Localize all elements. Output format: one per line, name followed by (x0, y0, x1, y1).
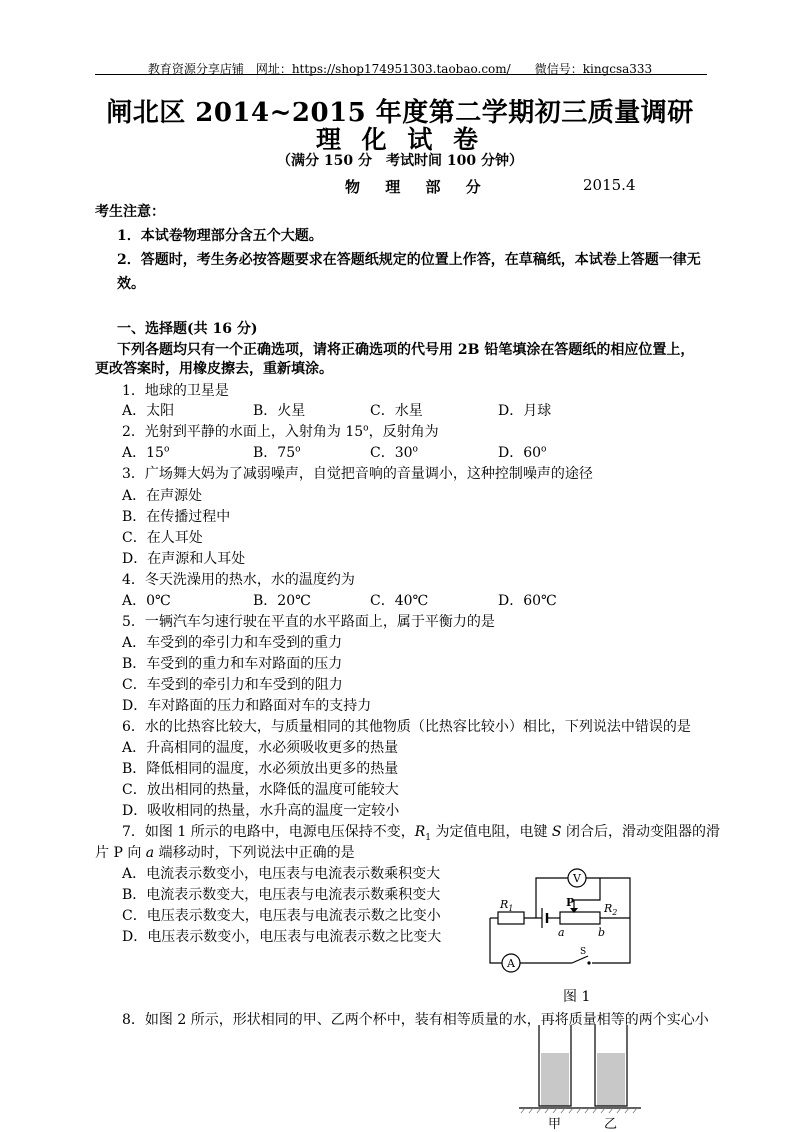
q7-option-a: A．电流表示数变小，电压表与电流表示数乘积变大 (122, 866, 441, 882)
q3-option-c: C．在人耳处 (122, 530, 203, 546)
r1-label: $R_1$ (500, 898, 514, 913)
q5-option-d: D．车对路面的压力和路面对车的支持力 (122, 698, 372, 714)
q2-stem-text-end: ，反射角为 (368, 424, 439, 440)
notice-heading: 考生注意： (95, 204, 165, 220)
q3-option-a: A．在声源处 (122, 488, 203, 504)
q5-option-c: C．车受到的牵引力和车受到的阻力 (122, 677, 343, 693)
header-divider (95, 74, 707, 75)
q2-option-d: D．60$^o$ (498, 444, 547, 461)
part1-instructions: 下列各题均只有一个正确选项，请将正确选项的代号用 2B 铅笔填涂在答题纸的相应位置上， (117, 342, 695, 358)
q6-option-d: D．吸收相同的热量，水升高的温度一定较小 (122, 803, 400, 819)
q6-option-c: C．放出相同的热量，水降低的温度可能较大 (122, 782, 399, 798)
end-b-label: b (598, 926, 606, 939)
q7-switch-s: S (551, 824, 562, 840)
q4-stem: 4．冬天洗澡用的热水，水的温度约为 (122, 572, 355, 588)
q4-option-d: D．60℃ (498, 593, 557, 609)
q1-option-d: D．月球 (498, 403, 552, 419)
figure-1-circuit (480, 860, 640, 980)
switch-label: S (580, 947, 587, 957)
cup-yi-label: 乙 (604, 1117, 618, 1132)
exam-info: （满分 150 分 考试时间 100 分钟） (277, 153, 523, 169)
q6-option-b: B．降低相同的温度，水必须放出更多的热量 (122, 761, 399, 777)
exam-title: 闸北区 2014~2015 年度第二学期初三质量调研 (106, 98, 694, 128)
q2-degree: o (363, 423, 369, 434)
q3-option-d: D．在声源和人耳处 (122, 551, 246, 567)
q6-option-a: A．升高相同的温度，水必须吸收更多的热量 (122, 740, 399, 756)
q4-option-b: B．20℃ (253, 593, 311, 609)
resistor-r2 (560, 912, 600, 924)
q7-option-d: D．电压表示数变小，电压表与电流表示数之比变大 (122, 929, 442, 945)
q1-option-b: B．火星 (253, 403, 306, 419)
notice-item-2: 2．答题时，考生务必按答题要求在答题纸规定的位置上作答，在草稿纸，本试卷上答题一律无 (117, 252, 701, 268)
exam-date: 2015.4 (583, 176, 636, 194)
section-name: 物 理 部 分 (345, 178, 491, 196)
ammeter-label: A (507, 957, 515, 970)
q7-r1: R (414, 824, 426, 840)
q2-stem (122, 421, 439, 441)
notice-item-2-cont: 效。 (117, 276, 145, 292)
q1-stem: 1．地球的卫星是 (122, 383, 229, 399)
q6-stem: 6．水的比热容比较大，与质量相同的其他物质（比热容比较小）相比，下列说法中错误的是 (122, 719, 691, 735)
q7-option-b: B．电流表示数变大，电压表与电流表示数乘积变大 (122, 887, 441, 903)
q7-stem: 7．如图 1 所示的电路中，电源电压保持不变，$R_1$ 为定值电阻，电键 S 闭合后，滑动变阻器的滑 (122, 824, 720, 843)
notice-item-1: 1．本试卷物理部分含五个大题。 (117, 228, 323, 244)
q2-option-b: B．75$^o$ (253, 444, 301, 461)
q2-option-c: C．30$^o$ (370, 444, 418, 461)
q7-option-c: C．电压表示数变大，电压表与电流表示数之比变小 (122, 908, 441, 924)
q2-stem-text: 2．光射到平静的水面上，入射角为 15 (122, 424, 364, 440)
figure-2-cups (515, 1025, 645, 1132)
q8-stem: 8．如图 2 所示，形状相同的甲、乙两个杯中，装有相等质量的水，再将质量相等的两个实心小 (122, 1012, 709, 1028)
q3-option-b: B．在传播过程中 (122, 509, 231, 525)
q5-option-b: B．车受到的重力和车对路面的压力 (122, 656, 343, 672)
voltmeter-label: V (573, 872, 581, 885)
cup-jia-label: 甲 (548, 1117, 562, 1132)
q1-option-a: A．太阳 (122, 403, 175, 419)
part1-heading: 一、选择题(共 16 分) (117, 321, 258, 337)
q4-option-a: A．0℃ (122, 593, 171, 609)
q5-option-a: A．车受到的牵引力和车受到的重力 (122, 635, 343, 651)
resistor-r1 (498, 912, 524, 924)
exam-subtitle: 理 化 试 卷 (315, 125, 485, 154)
part1-instructions-cont: 更改答案时，用橡皮擦去，重新填涂。 (95, 361, 333, 377)
r2-label: $R_2$ (604, 902, 618, 917)
page-header: 教育资源分享店铺 网址：https://shop174951303.taobao.com/ 微信号：kingcsa333 (147, 62, 653, 76)
q1-option-c: C．水星 (370, 403, 423, 419)
q5-stem: 5．一辆汽车匀速行驶在平直的水平路面上，属于平衡力的是 (122, 614, 495, 630)
end-a-label: a (558, 926, 565, 939)
q7-stem-cont: 片 P 向 a 端移动时，下列说法中正确的是 (95, 845, 355, 861)
q3-stem: 3．广场舞大妈为了减弱噪声，自觉把音响的音量调小，这种控制噪声的途径 (122, 466, 593, 482)
q2-option-a: A．15$^o$ (122, 444, 170, 461)
cup-yi-water (597, 1053, 625, 1106)
slider-label: P (566, 896, 575, 909)
cup-jia-water (541, 1053, 569, 1106)
figure-1-caption: 图 1 (563, 989, 591, 1005)
q4-option-c: C．40℃ (370, 593, 429, 609)
